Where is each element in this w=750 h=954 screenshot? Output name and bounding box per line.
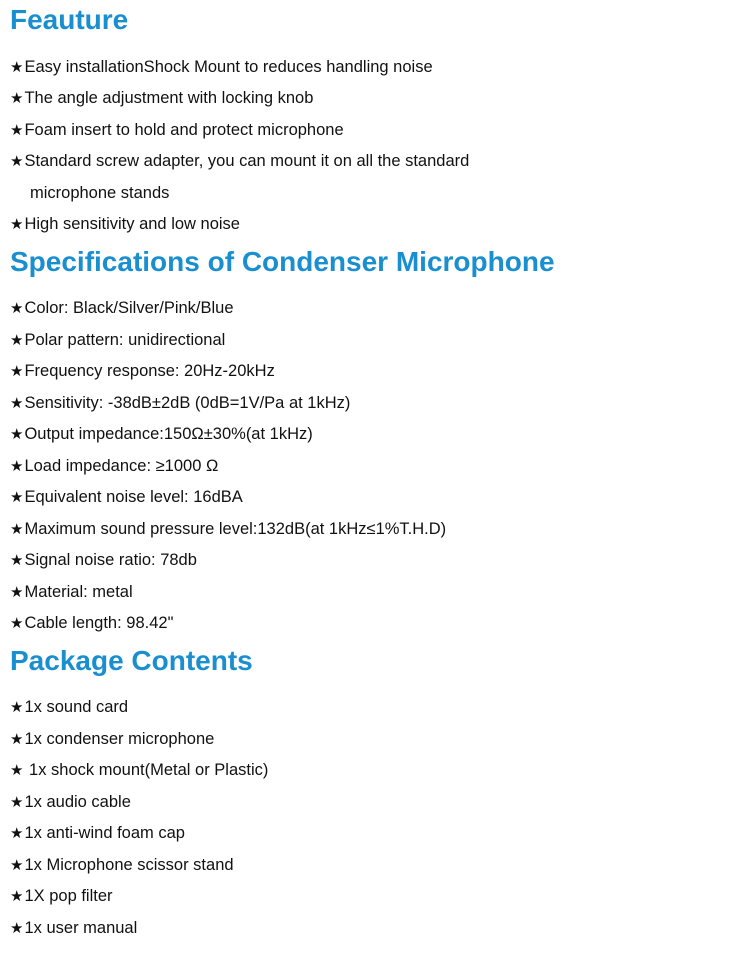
spec-item xyxy=(10,423,313,445)
package-heading: Package Contents xyxy=(10,645,253,676)
star-icon: ★ xyxy=(10,299,24,317)
package-item xyxy=(10,791,131,813)
spec-item-text: Equivalent noise level: 16dBA xyxy=(24,488,243,506)
star-icon: ★ xyxy=(10,761,24,779)
feature-item-continuation: microphone stands xyxy=(30,184,170,202)
feature-item-text: High sensitivity and low noise xyxy=(24,215,240,233)
star-icon: ★ xyxy=(10,152,24,170)
feature-item xyxy=(10,119,344,141)
package-item-text: 1x sound card xyxy=(24,698,129,716)
star-icon: ★ xyxy=(10,887,24,905)
star-icon: ★ xyxy=(10,89,24,107)
star-icon: ★ xyxy=(10,614,24,632)
package-item-text: 1x anti-wind foam cap xyxy=(24,824,185,842)
package-item xyxy=(10,696,128,718)
package-item-text: 1x shock mount(Metal or Plastic) xyxy=(24,761,269,779)
package-item xyxy=(10,885,113,907)
star-icon: ★ xyxy=(10,856,24,874)
star-icon: ★ xyxy=(10,488,24,506)
package-item xyxy=(10,854,234,876)
package-item xyxy=(10,917,137,939)
feature-heading: Feauture xyxy=(10,4,129,35)
spec-item-text: Load impedance: ≥1000 Ω xyxy=(24,457,219,475)
spec-item xyxy=(10,549,197,571)
star-icon: ★ xyxy=(10,362,24,380)
spec-item-text: Output impedance:150Ω±30%(at 1kHz) xyxy=(24,425,313,443)
package-item-text: 1X pop filter xyxy=(24,887,113,905)
spec-item xyxy=(10,612,173,634)
star-icon: ★ xyxy=(10,698,24,716)
spec-item xyxy=(10,581,133,603)
star-icon: ★ xyxy=(10,457,24,475)
star-icon: ★ xyxy=(10,583,24,601)
spec-item-text: Maximum sound pressure level:132dB(at 1kHz≤1%T.H.D) xyxy=(24,520,447,538)
spec-item xyxy=(10,329,225,351)
package-item xyxy=(10,822,185,844)
spec-item-text: Polar pattern: unidirectional xyxy=(24,331,226,349)
feature-item xyxy=(10,56,433,78)
star-icon: ★ xyxy=(10,215,24,233)
spec-item-text: Frequency response: 20Hz-20kHz xyxy=(24,362,275,380)
star-icon: ★ xyxy=(10,824,24,842)
package-item xyxy=(10,759,268,781)
spec-item xyxy=(10,486,243,508)
star-icon: ★ xyxy=(10,121,24,139)
feature-item xyxy=(10,150,469,172)
package-item-text: 1x Microphone scissor stand xyxy=(24,856,234,874)
feature-item xyxy=(10,213,240,235)
feature-item xyxy=(10,87,313,109)
package-item-text: 1x audio cable xyxy=(24,793,131,811)
feature-item-text: The angle adjustment with locking knob xyxy=(24,89,314,107)
star-icon: ★ xyxy=(10,331,24,349)
star-icon: ★ xyxy=(10,520,24,538)
spec-item xyxy=(10,360,275,382)
feature-item-text: Easy installationShock Mount to reduces handling noise xyxy=(24,58,433,76)
star-icon: ★ xyxy=(10,425,24,443)
spec-item xyxy=(10,455,218,477)
spec-item-text: Cable length: 98.42" xyxy=(24,614,174,632)
spec-item xyxy=(10,518,446,540)
spec-item xyxy=(10,392,350,414)
star-icon: ★ xyxy=(10,394,24,412)
package-item-text: 1x user manual xyxy=(24,919,138,937)
feature-item-text: Foam insert to hold and protect microphone xyxy=(24,121,344,139)
star-icon: ★ xyxy=(10,58,24,76)
feature-item-text: Standard screw adapter, you can mount it on all the standard xyxy=(24,152,470,170)
star-icon: ★ xyxy=(10,793,24,811)
star-icon: ★ xyxy=(10,551,24,569)
specs-heading: Specifications of Condenser Microphone xyxy=(10,246,555,277)
spec-item xyxy=(10,297,234,319)
spec-item-text: Sensitivity: -38dB±2dB (0dB=1V/Pa at 1kHz) xyxy=(24,394,351,412)
spec-item-text: Signal noise ratio: 78db xyxy=(24,551,197,569)
star-icon: ★ xyxy=(10,730,24,748)
spec-item-text: Material: metal xyxy=(24,583,133,601)
spec-item-text: Color: Black/Silver/Pink/Blue xyxy=(24,299,234,317)
package-item xyxy=(10,728,214,750)
star-icon: ★ xyxy=(10,919,24,937)
package-item-text: 1x condenser microphone xyxy=(24,730,215,748)
